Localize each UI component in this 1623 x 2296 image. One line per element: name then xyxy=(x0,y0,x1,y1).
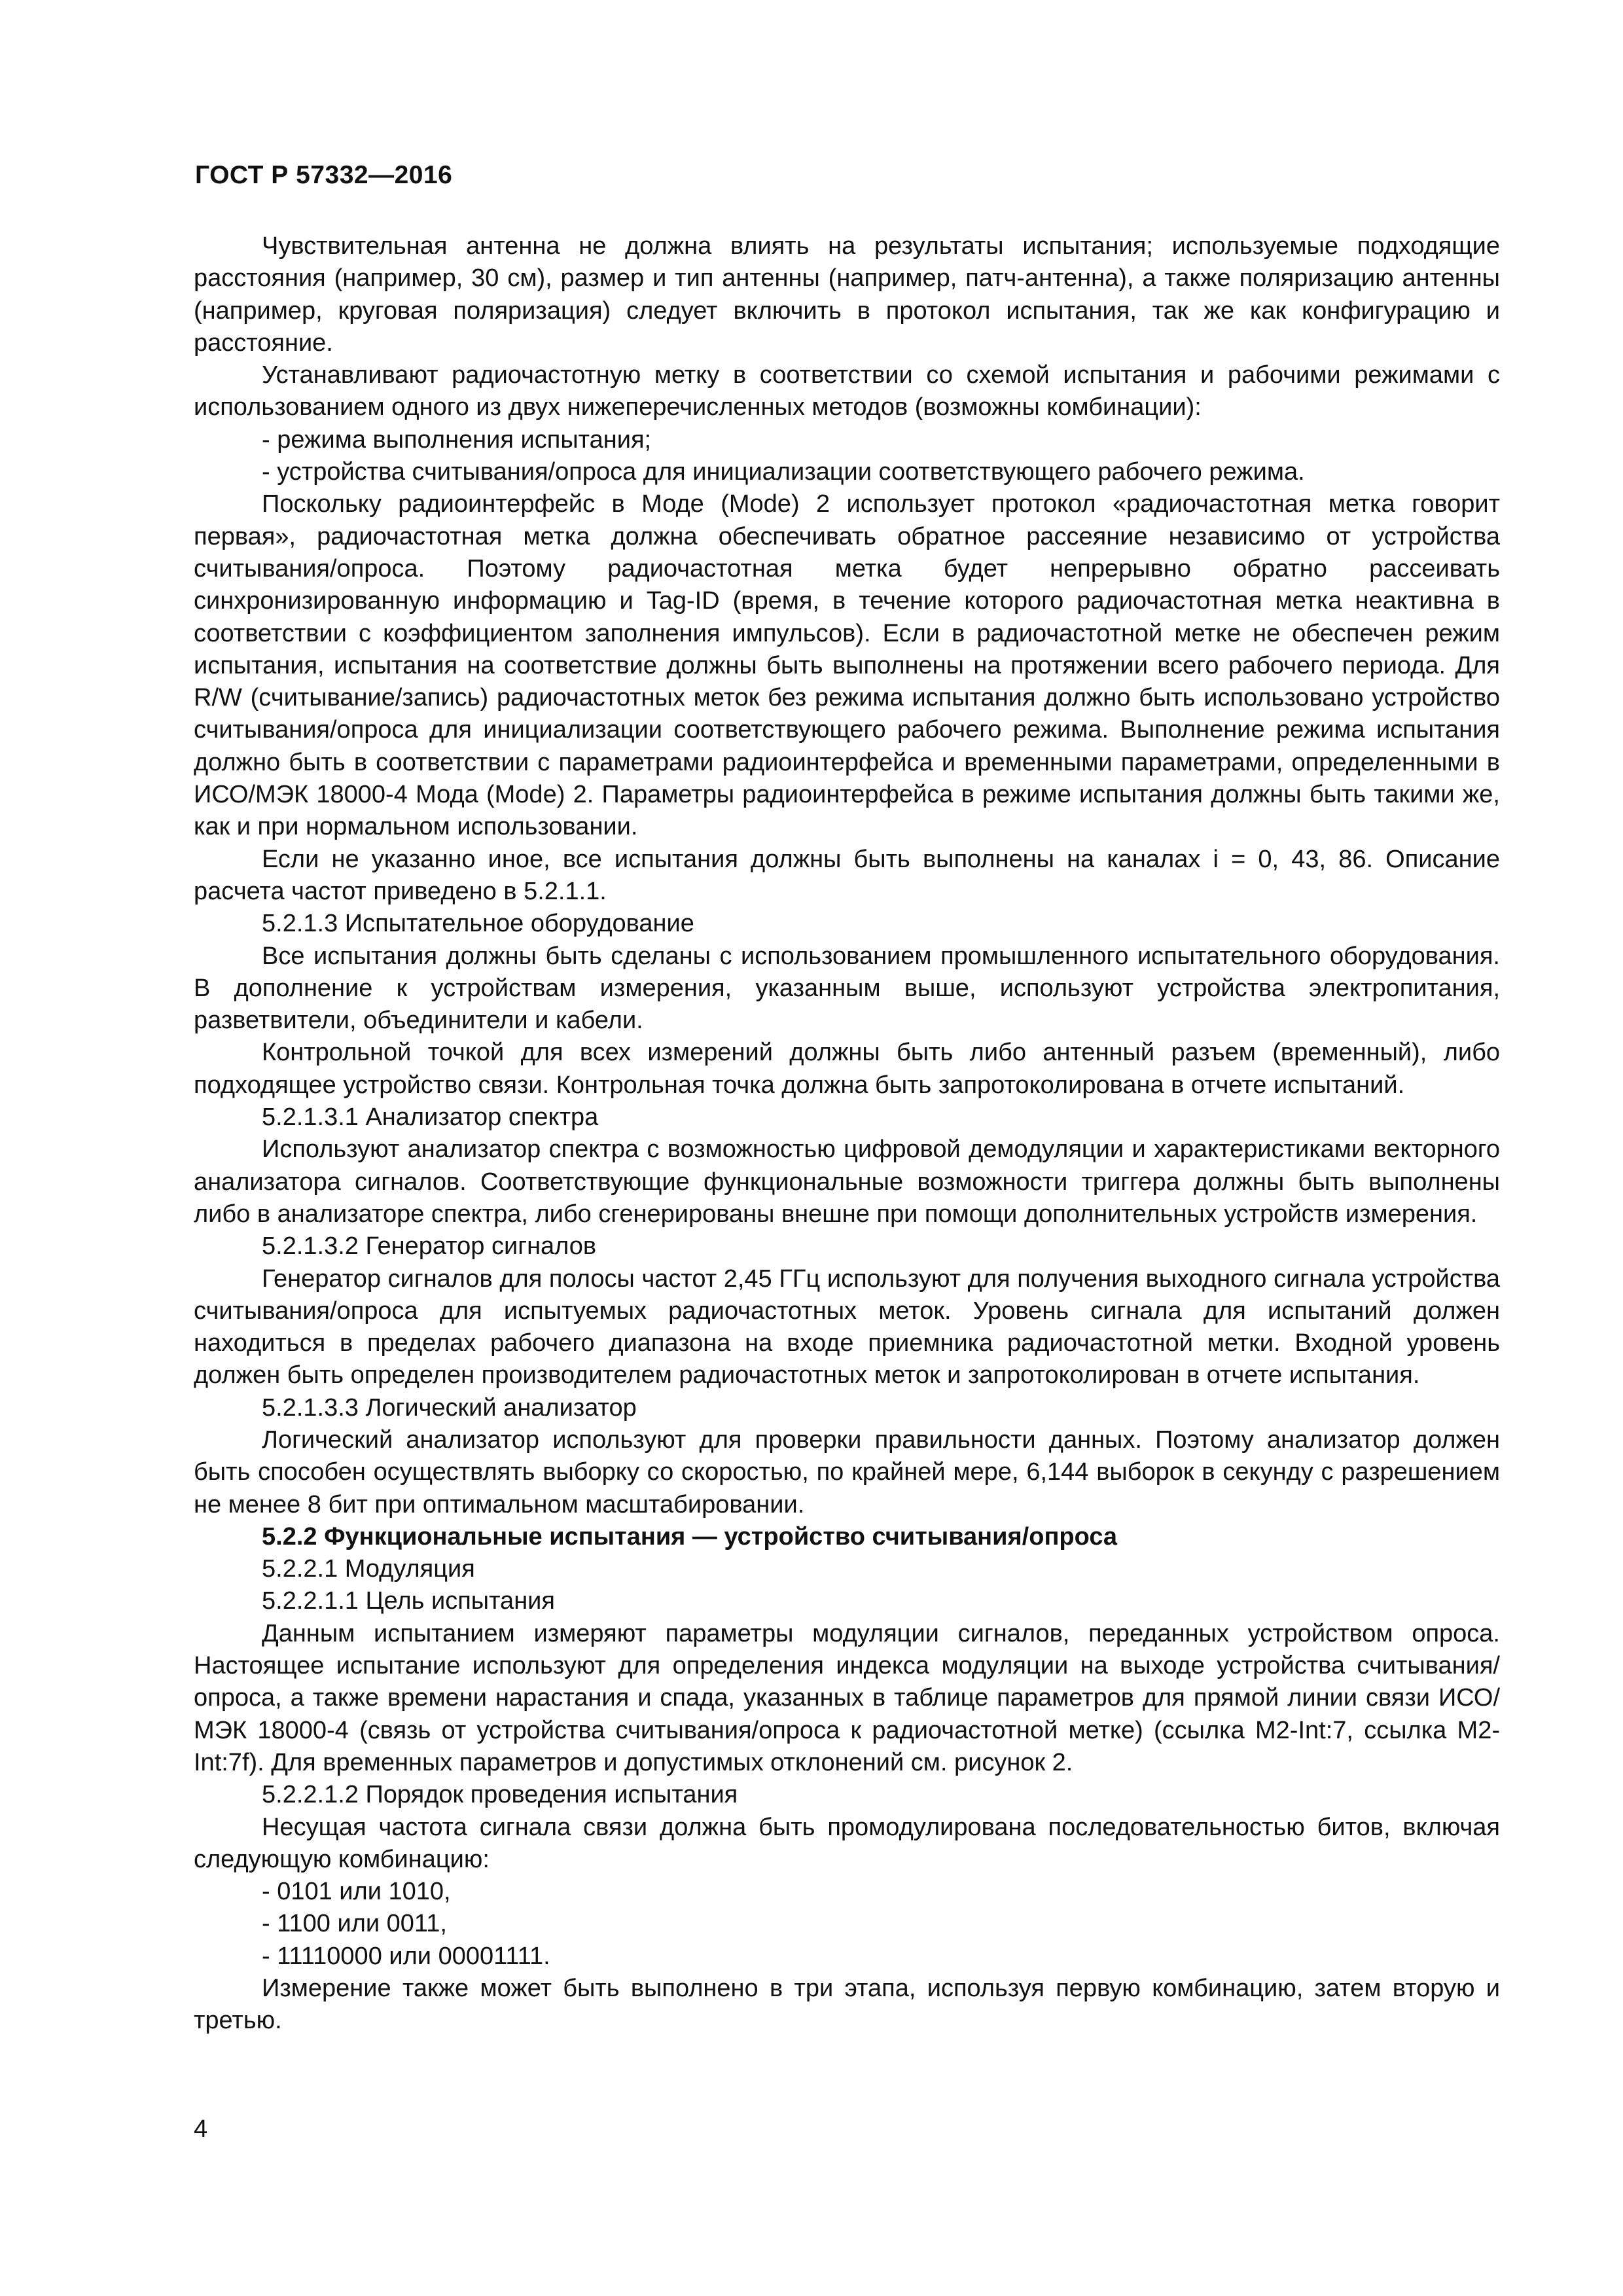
list-item: - 1100 или 0011, xyxy=(262,1910,447,1938)
paragraph: Поскольку радиоинтерфейс в Моде (Mode) 2 использует протокол «радиочастотная метка говорит первая», радиочастотная метка должна обеспечивать обратное рассеяние независимо от устройства считывания/опроса. Поэтому радиочастотная метка будет непрерывно обратно рассеивать синхронизированную информацию и Tag-ID (время, в течение которого радиочастотная метка неактивна в соответствии с коэффициентом заполнения импульсов). Если в радиочастотной метке не обеспечен режим испытания, испытания на соответствие должны быть выполнены на протяжении всего рабочего периода. Для R/W (считывание/запись) радиочастотных меток без режима испытания должно быть использовано устройство считывания/опроса для инициализации соответствующего рабочего режима. Выполнение режима испытания должно быть в соответствии с параметрами радиоинтерфейса и временными параметрами, определенными в ИСО/МЭК 18000-4 Мода (Mode) 2. Параметры радиоинтерфейса в режиме испытания должны быть такими же, как и при нормальном использовании. xyxy=(194,490,1500,841)
list-item: - 11110000 или 00001111. xyxy=(262,1942,550,1970)
document-header: ГОСТ Р 57332—2016 xyxy=(195,161,453,189)
section-heading: 5.2.1.3.2 Генератор сигналов xyxy=(262,1232,597,1261)
paragraph: Генератор сигналов для полосы частот 2,45 ГГц используют для получения выходного сигнала устройства считывания/опроса для испытуемых радиочастотных меток. Уровень сигнала для испытаний должен находиться в пределах рабочего диапазона на входе приемника радиочастотной метки. Входной уровень должен быть определен производителем радиочастотных меток и запротоколирован в отчете испытания. xyxy=(194,1265,1500,1390)
section-heading: 5.2.1.3.1 Анализатор спектра xyxy=(262,1103,599,1132)
paragraph: Если не указанно иное, все испытания должны быть выполнены на каналах i = 0, 43, 86. Описание расчета частот приведено в 5.2.1.1. xyxy=(194,845,1500,905)
section-heading: 5.2.1.3.3 Логический анализатор xyxy=(262,1393,637,1422)
paragraph: Чувствительная антенна не должна влиять на результаты испытания; используемые подходящие расстояния (например, 30 см), размер и тип антенны (например, патч-антенна), а также поляризацию антенны (например, круговая поляризация) следует включить в протокол испытания, так же как конфигурацию и расстояние. xyxy=(194,232,1500,357)
section-heading: 5.2.2.1 Модуляция xyxy=(262,1555,475,1583)
paragraph: Контрольной точкой для всех измерений должны быть либо антенный разъем (временный), либо подходящее устройство связи. Контрольная точка должна быть запротоколирована в отчете испытаний. xyxy=(194,1039,1500,1099)
document-body xyxy=(194,230,1500,2037)
paragraph: Устанавливают радиочастотную метку в соответствии со схемой испытания и рабочими режимами с использованием одного из двух нижеперечисленных методов (возможны комбинации): xyxy=(194,361,1500,422)
paragraph: Данным испытанием измеряют параметры модуляции сигналов, переданных устройством опроса. Настоящее испытание используют для определения индекса модуляции на выходе устройства считывания/опроса, а также времени нарастания и спада, указанных в таблице параметров для прямой линии связи ИСО/МЭК 18000-4 (связь от устройства считывания/опроса к радиочастотной метке) (ссылка M2-Int:7, ссылка M2-Int:7f). Для временных параметров и допустимых отклонений см. рисунок 2. xyxy=(194,1619,1500,1776)
list-item: - режима выполнения испытания; xyxy=(262,425,652,454)
section-heading: 5.2.2.1.1 Цель испытания xyxy=(262,1587,555,1615)
paragraph: Все испытания должны быть сделаны с использованием промышленного испытательного оборудования. В дополнение к устройствам измерения, указанным выше, используют устройства электропитания, разветвители, объединители и кабели. xyxy=(194,942,1500,1035)
page-number: 4 xyxy=(194,2115,208,2143)
paragraph: Используют анализатор спектра с возможностью цифровой демодуляции и характеристиками векторного анализатора сигналов. Соответствующие функциональные возможности триггера должны быть выполнены либо в анализаторе спектра, либо сгенерированы внешне при помощи дополнительных устройств измерения. xyxy=(194,1136,1500,1228)
section-heading: 5.2.2.1.2 Порядок проведения испытания xyxy=(262,1781,738,1809)
paragraph: Несущая частота сигнала связи должна быть промодулирована последовательностью битов, включая следующую комбинацию: xyxy=(194,1813,1500,1873)
section-heading: 5.2.1.3 Испытательное оборудование xyxy=(262,910,694,938)
section-heading-bold: 5.2.2 Функциональные испытания — устройство считывания/опроса xyxy=(262,1522,1118,1551)
paragraph: Измерение также может быть выполнено в три этапа, используя первую комбинацию, затем вторую и третью. xyxy=(194,1975,1500,2035)
paragraph: Логический анализатор используют для проверки правильности данных. Поэтому анализатор должен быть способен осуществлять выборку со скоростью, по крайней мере, 6,144 выборок в секунду с разрешением не менее 8 бит при оптимальном масштабировании. xyxy=(194,1426,1500,1518)
list-item: - 0101 или 1010, xyxy=(262,1878,451,1906)
list-item: - устройства считывания/опроса для инициализации соответствующего рабочего режима. xyxy=(262,458,1305,486)
